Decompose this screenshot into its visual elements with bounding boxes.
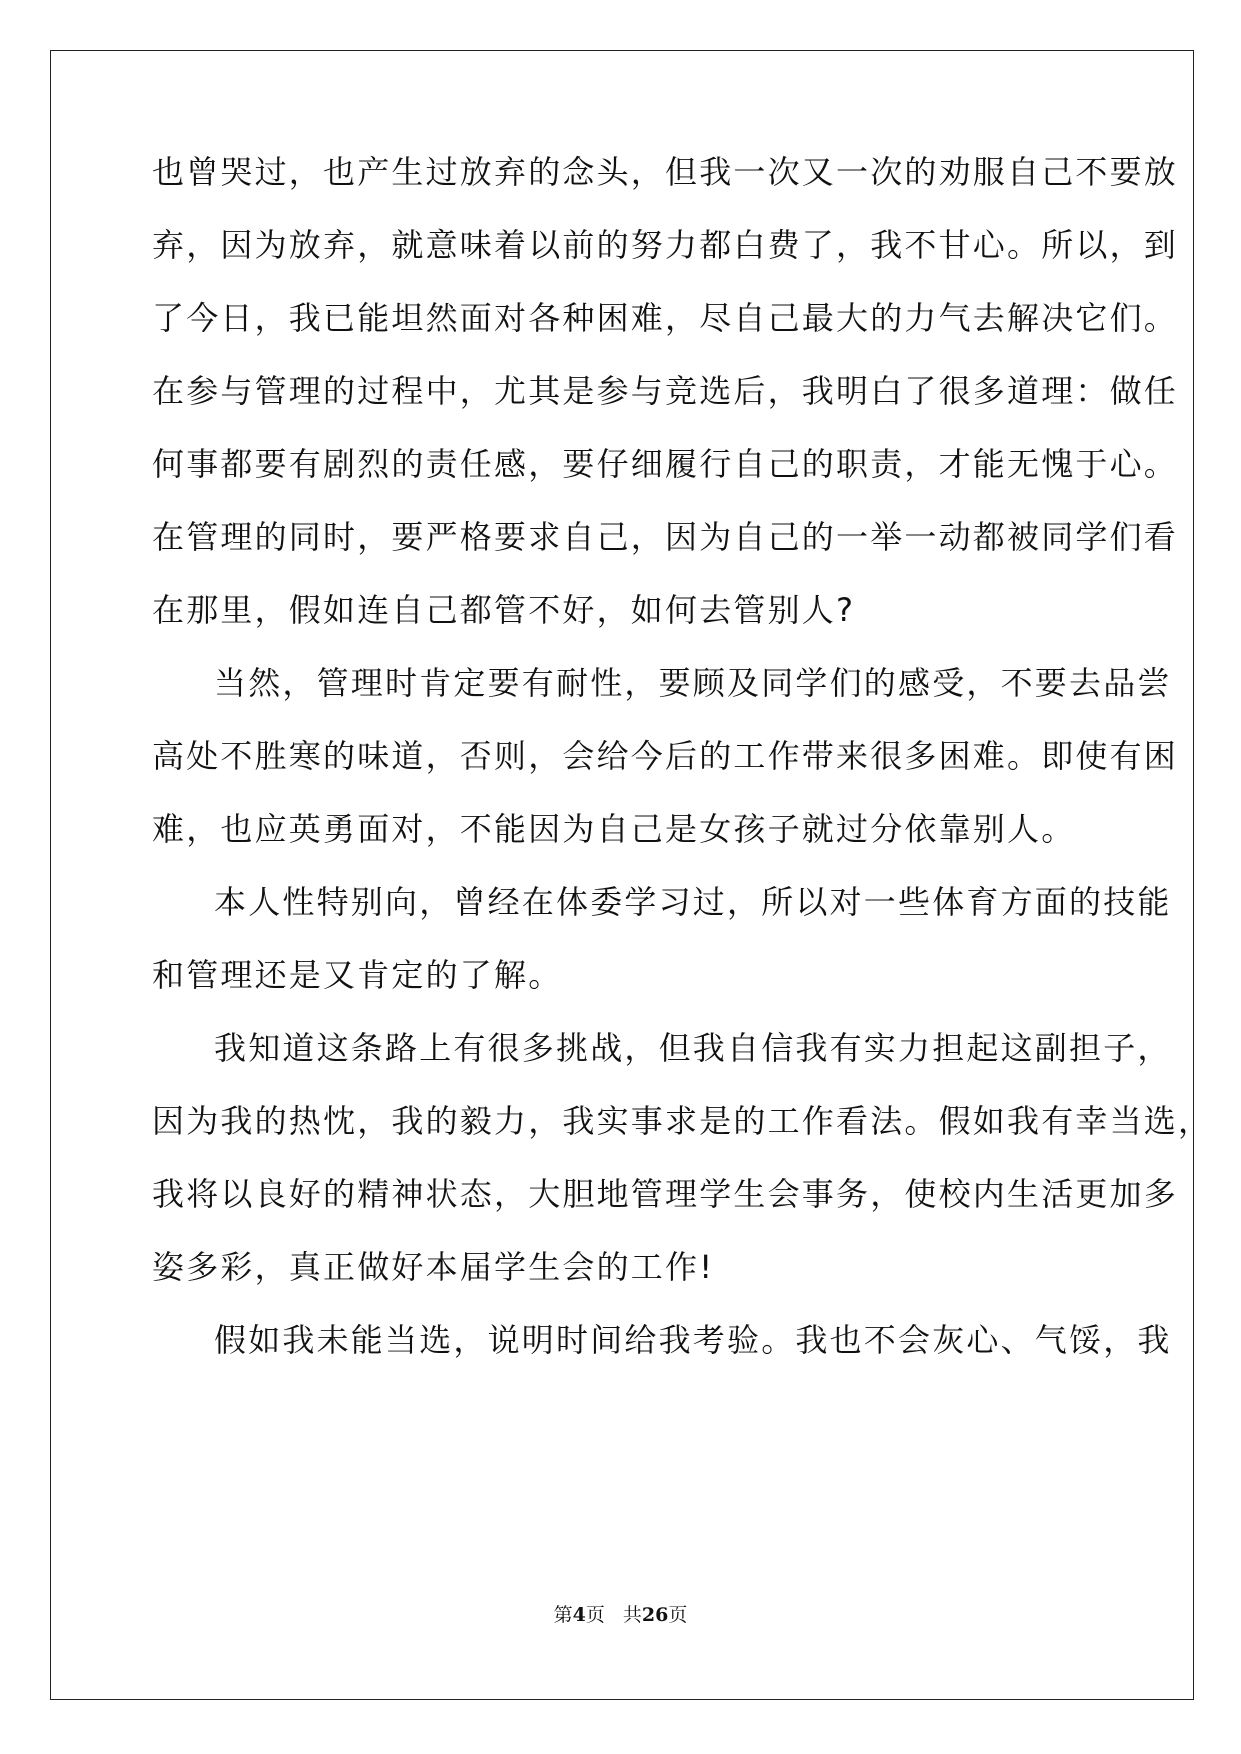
page-footer bbox=[0, 1600, 1241, 1627]
text-line: 难，也应英勇面对，不能因为自己是女孩子就过分依靠别人。 bbox=[152, 810, 1076, 848]
total-pages: 26 bbox=[641, 1604, 669, 1626]
text-line: 在管理的同时，要严格要求自己，因为自己的一举一动都被同学们看 bbox=[152, 518, 1179, 556]
paragraph-first-line: 假如我未能当选，说明时间给我考验。我也不会灰心、气馁，我 bbox=[214, 1321, 1172, 1359]
text-line: 在那里，假如连自己都管不好，如何去管别人? bbox=[152, 591, 856, 629]
total-prefix: 共 bbox=[622, 1604, 642, 1626]
text-line: 和管理还是又肯定的了解。 bbox=[152, 956, 563, 994]
text-line: 姿多彩，真正做好本届学生会的工作! bbox=[152, 1248, 715, 1286]
text-line: 高处不胜寒的味道，否则，会给今后的工作带来很多困难。即使有困 bbox=[152, 737, 1179, 775]
paragraph-first-line: 当然，管理时肯定要有耐性，要顾及同学们的感受，不要去品尝 bbox=[214, 664, 1172, 702]
paragraph-first-line: 我知道这条路上有很多挑战，但我自信我有实力担起这副担子， bbox=[214, 1029, 1172, 1067]
text-line: 弃，因为放弃，就意味着以前的努力都白费了，我不甘心。所以，到 bbox=[152, 226, 1179, 264]
text-line: 在参与管理的过程中，尤其是参与竞选后，我明白了很多道理：做任 bbox=[152, 372, 1179, 410]
text-line: 何事都要有剧烈的责任感，要仔细履行自己的职责，才能无愧于心。 bbox=[152, 445, 1179, 483]
text-line: 因为我的热忱，我的毅力，我实事求是的工作看法。假如我有幸当选， bbox=[152, 1102, 1213, 1140]
page-number: 4 bbox=[572, 1604, 586, 1626]
text-line: 我将以良好的精神状态，大胆地管理学生会事务，使校内生活更加多 bbox=[152, 1175, 1179, 1213]
page-prefix: 第 bbox=[553, 1604, 573, 1626]
paragraph-first-line: 本人性特别向，曾经在体委学习过，所以对一些体育方面的技能 bbox=[214, 883, 1172, 921]
text-line: 也曾哭过，也产生过放弃的念头，但我一次又一次的劝服自己不要放 bbox=[152, 153, 1179, 191]
total-suffix: 页 bbox=[668, 1604, 688, 1626]
text-line: 了今日，我已能坦然面对各种困难，尽自己最大的力气去解决它们。 bbox=[152, 299, 1179, 337]
page-suffix: 页 bbox=[585, 1604, 605, 1626]
